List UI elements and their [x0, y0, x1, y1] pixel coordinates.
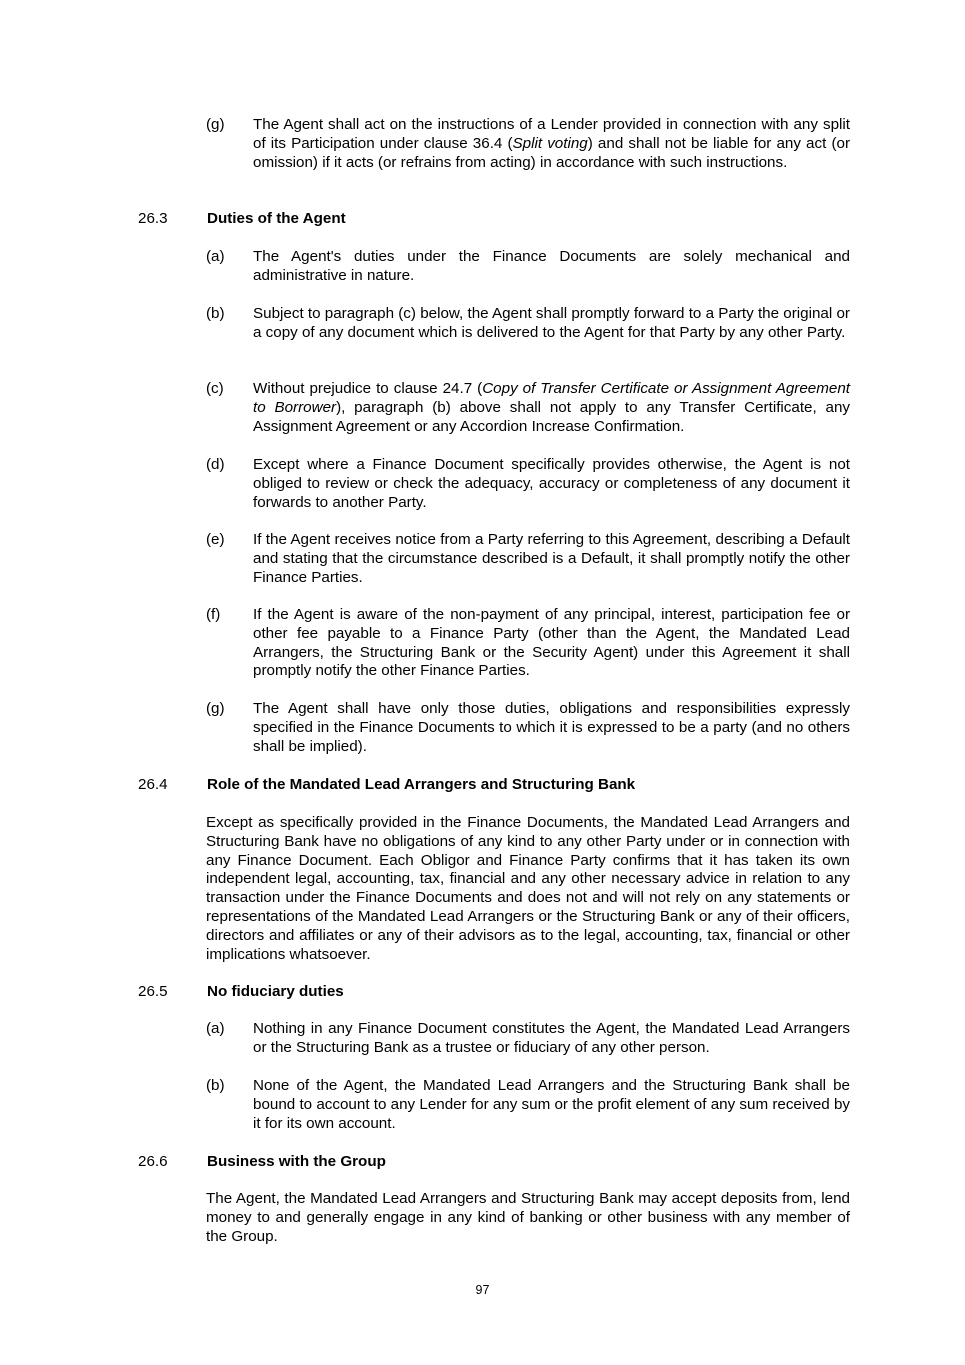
- clause-item-label: (g): [206, 116, 225, 133]
- section-number: 26.6: [138, 1153, 168, 1170]
- clause-item-text: The Agent shall act on the instructions of a Lender provided in connection with any split of its Participation under clause 36.4 (Split voting) and shall not be liable for any act (or omission) if it acts (or refrains from acting) in accordance with such instructions.: [253, 116, 851, 171]
- clause-item-text: Except where a Finance Document specifically provides otherwise, the Agent is not obliged to review or check the adequacy, accuracy or completeness of any document it forwards to another Party.: [253, 456, 850, 511]
- section-number: 26.4: [138, 776, 168, 793]
- section-title: Business with the Group: [207, 1153, 386, 1170]
- section-title: No fiduciary duties: [207, 983, 344, 1000]
- section-title: Role of the Mandated Lead Arrangers and Structuring Bank: [207, 776, 636, 793]
- clause-item-label: (b): [206, 305, 225, 322]
- page-number: 97: [475, 1283, 490, 1297]
- clause-item-label: (g): [206, 700, 225, 717]
- clause-item-text: If the Agent is aware of the non-payment of any principal, interest, participation fee or other fee payable to a Finance Party (other than the Agent, the Mandated Lead Arrangers, the Structuring Bank or the Security Agent) under this Agreement it shall promptly notify the other Finance Parties.: [253, 606, 850, 680]
- clause-item-text: None of the Agent, the Mandated Lead Arrangers and the Structuring Bank shall be bound to account to any Lender for any sum or the profit element of any sum received by it for its own account.: [253, 1077, 850, 1132]
- section-body-26-6: The Agent, the Mandated Lead Arrangers and Structuring Bank may accept deposits from, lend money to and generally engage in any kind of banking or other business with any member of the Group.: [206, 1190, 850, 1245]
- clause-item-label: (f): [206, 606, 221, 623]
- section-number: 26.3: [138, 210, 168, 227]
- clause-item-text: Without prejudice to clause 24.7 (Copy of Transfer Certificate or Assignment Agreement to Borrower), paragraph (b) above shall not apply to any Transfer Certificate, any Assignment Agreement or any Accordion Increase Confirmation.: [253, 380, 851, 435]
- clause-item-label: (e): [206, 531, 225, 548]
- clause-item-text: If the Agent receives notice from a Party referring to this Agreement, describing a Default and stating that the circumstance described is a Default, it shall promptly notify the other Finance Parties.: [253, 531, 850, 586]
- clause-item-label: (b): [206, 1077, 225, 1094]
- section-number: 26.5: [138, 983, 168, 1000]
- clause-item-text: The Agent's duties under the Finance Documents are solely mechanical and administrative in nature.: [253, 248, 850, 284]
- clause-item-text: The Agent shall have only those duties, obligations and responsibilities expressly specified in the Finance Documents to which it is expressed to be a party (and no others shall be implied).: [253, 700, 850, 755]
- italic-reference: Split voting: [512, 134, 588, 152]
- italic-reference: Copy of Transfer Certificate or Assignment Agreement to Borrower: [253, 380, 850, 416]
- section-body-26-4: Except as specifically provided in the Finance Documents, the Mandated Lead Arrangers and Structuring Bank have no obligations of any kind to any other Party under or in connection with any Finance Document. Each Obligor and Finance Party confirms that it has taken its own independent legal, accounting, tax, financial and any other necessary advice in relation to any transaction under the Finance Documents and does not and will not rely on any statements or representations of the Mandated Lead Arrangers or the Structuring Bank or any of their officers, directors and affiliates or any of their advisors as to the legal, accounting, tax, financial or other implications whatsoever.: [206, 814, 850, 963]
- clause-item-label: (a): [206, 248, 225, 265]
- clause-item-text: Subject to paragraph (c) below, the Agent shall promptly forward to a Party the original or a copy of any document which is delivered to the Agent for that Party by any other Party.: [253, 305, 850, 341]
- clause-item-label: (c): [206, 380, 224, 397]
- clause-item-label: (d): [206, 456, 225, 473]
- section-title: Duties of the Agent: [207, 210, 346, 227]
- clause-item-text: Nothing in any Finance Document constitutes the Agent, the Mandated Lead Arrangers or the Structuring Bank as a trustee or fiduciary of any other person.: [253, 1020, 850, 1056]
- clause-item-label: (a): [206, 1020, 225, 1037]
